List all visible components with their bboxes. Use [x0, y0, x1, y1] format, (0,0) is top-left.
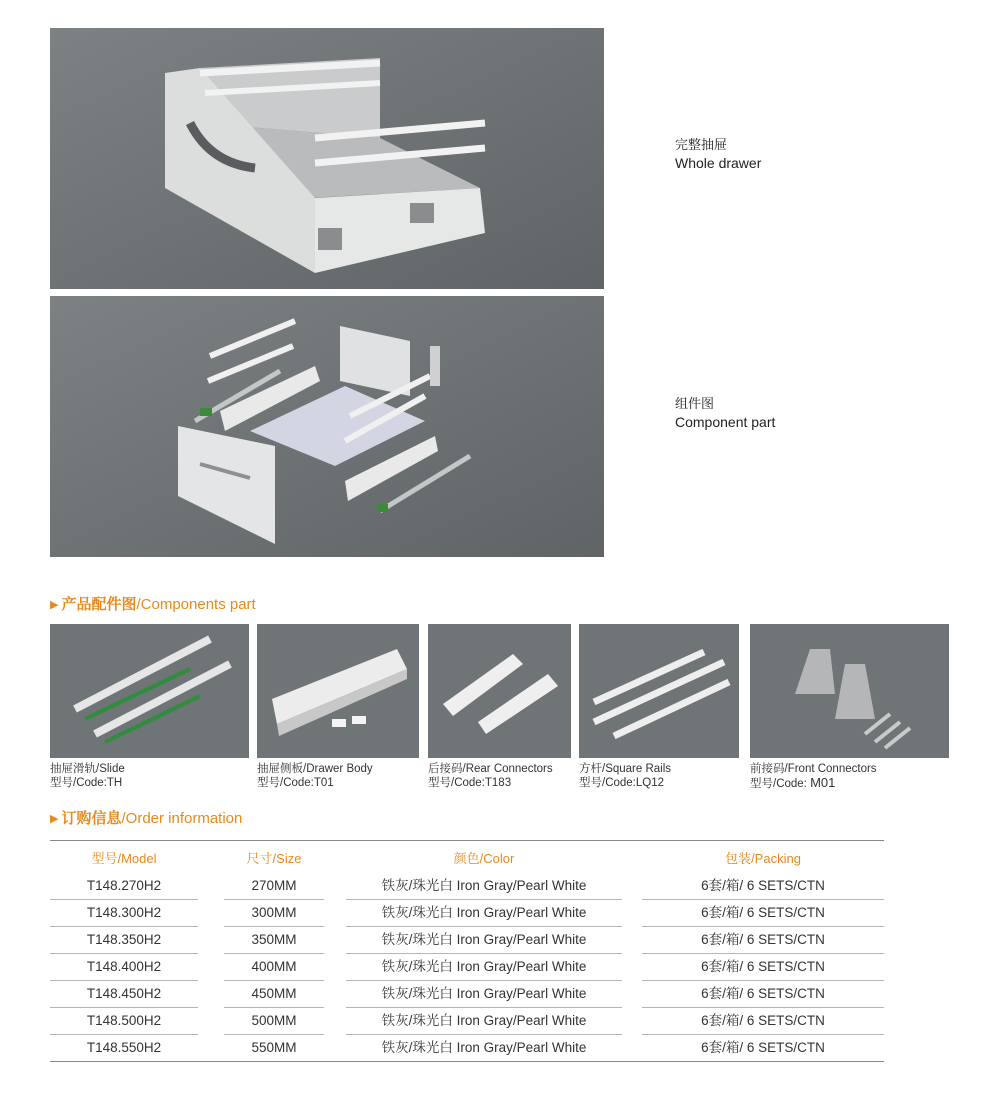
row-model: T148.400H2	[50, 954, 198, 981]
row-color: 铁灰/珠光白 Iron Gray/Pearl White	[346, 873, 622, 900]
row-color: 铁灰/珠光白 Iron Gray/Pearl White	[346, 927, 622, 954]
square-rails-name: 方杆/Square Rails	[579, 763, 672, 775]
whole-drawer-image	[50, 28, 604, 289]
rear-connectors-image	[428, 624, 571, 758]
row-packing: 6套/箱/ 6 SETS/CTN	[642, 954, 884, 981]
table-row	[50, 981, 884, 1007]
components-section-title: ▶ 产品配件图/Components part	[50, 596, 256, 613]
header-size: 尺寸/Size	[246, 851, 302, 866]
row-packing: 6套/箱/ 6 SETS/CTN	[642, 927, 884, 954]
row-size: 350MM	[224, 927, 324, 954]
row-color: 铁灰/珠光白 Iron Gray/Pearl White	[346, 1008, 622, 1035]
front-connectors-name: 前接码/Front Connectors	[750, 763, 877, 775]
component-part-caption-en: Component part	[675, 414, 776, 430]
row-color: 铁灰/珠光白 Iron Gray/Pearl White	[346, 900, 622, 927]
row-packing: 6套/箱/ 6 SETS/CTN	[642, 873, 884, 900]
row-size: 500MM	[224, 1008, 324, 1035]
slide-code: 型号/Code:TH	[50, 777, 123, 789]
header-packing: 包装/Packing	[725, 851, 801, 866]
front-connectors-image	[750, 624, 949, 758]
drawer-body-name: 抽屉侧板/Drawer Body	[257, 763, 373, 775]
slide-name: 抽屉滑轨/Slide	[50, 763, 125, 775]
front-connectors-code: 型号/Code:	[750, 778, 811, 790]
component-part-caption-cn: 组件图	[675, 396, 715, 411]
drawer-body-image	[257, 624, 419, 758]
row-size: 550MM	[251, 1040, 297, 1055]
header-model: 型号/Model	[91, 851, 157, 866]
row-model: T148.500H2	[50, 1008, 198, 1035]
table-row	[50, 954, 884, 980]
order-table-top-border	[50, 840, 884, 841]
component-part-image	[50, 296, 604, 557]
whole-drawer-caption-cn: 完整抽屉	[675, 137, 728, 152]
whole-drawer-caption-en: Whole drawer	[675, 155, 762, 171]
row-model: T148.350H2	[50, 927, 198, 954]
row-color: 铁灰/珠光白 Iron Gray/Pearl White	[346, 981, 622, 1008]
table-row	[50, 900, 884, 926]
row-packing: 6套/箱/ 6 SETS/CTN	[701, 1040, 825, 1055]
rear-connectors-name: 后接码/Rear Connectors	[428, 763, 553, 775]
arrow-icon: ▶	[50, 813, 59, 825]
row-model: T148.270H2	[50, 873, 198, 900]
table-row	[50, 1008, 884, 1034]
slide-image	[50, 624, 249, 758]
row-model: T148.550H2	[86, 1040, 162, 1055]
square-rails-code: 型号/Code:LQ12	[579, 777, 665, 789]
row-color: 铁灰/珠光白 Iron Gray/Pearl White	[346, 954, 622, 981]
row-color: 铁灰/珠光白 Iron Gray/Pearl White	[381, 1040, 587, 1055]
row-packing: 6套/箱/ 6 SETS/CTN	[642, 981, 884, 1008]
header-color: 颜色/Color	[453, 851, 515, 866]
row-size: 270MM	[224, 873, 324, 900]
row-size: 450MM	[224, 981, 324, 1008]
drawer-body-code: 型号/Code:T01	[257, 777, 334, 789]
row-model: T148.450H2	[50, 981, 198, 1008]
row-model: T148.300H2	[50, 900, 198, 927]
square-rails-image	[579, 624, 739, 758]
order-table-bottom-border	[50, 1061, 884, 1062]
order-table-header	[50, 846, 884, 872]
arrow-icon: ▶	[50, 599, 59, 611]
row-size: 400MM	[224, 954, 324, 981]
row-size: 300MM	[224, 900, 324, 927]
table-row	[50, 1035, 884, 1061]
order-section-title: ▶ 订购信息/Order information	[50, 810, 243, 827]
rear-connectors-code: 型号/Code:T183	[428, 777, 512, 789]
table-row	[50, 873, 884, 899]
front-connectors-model: M01	[810, 775, 836, 790]
row-packing: 6套/箱/ 6 SETS/CTN	[642, 1008, 884, 1035]
row-packing: 6套/箱/ 6 SETS/CTN	[642, 900, 884, 927]
table-row	[50, 927, 884, 953]
